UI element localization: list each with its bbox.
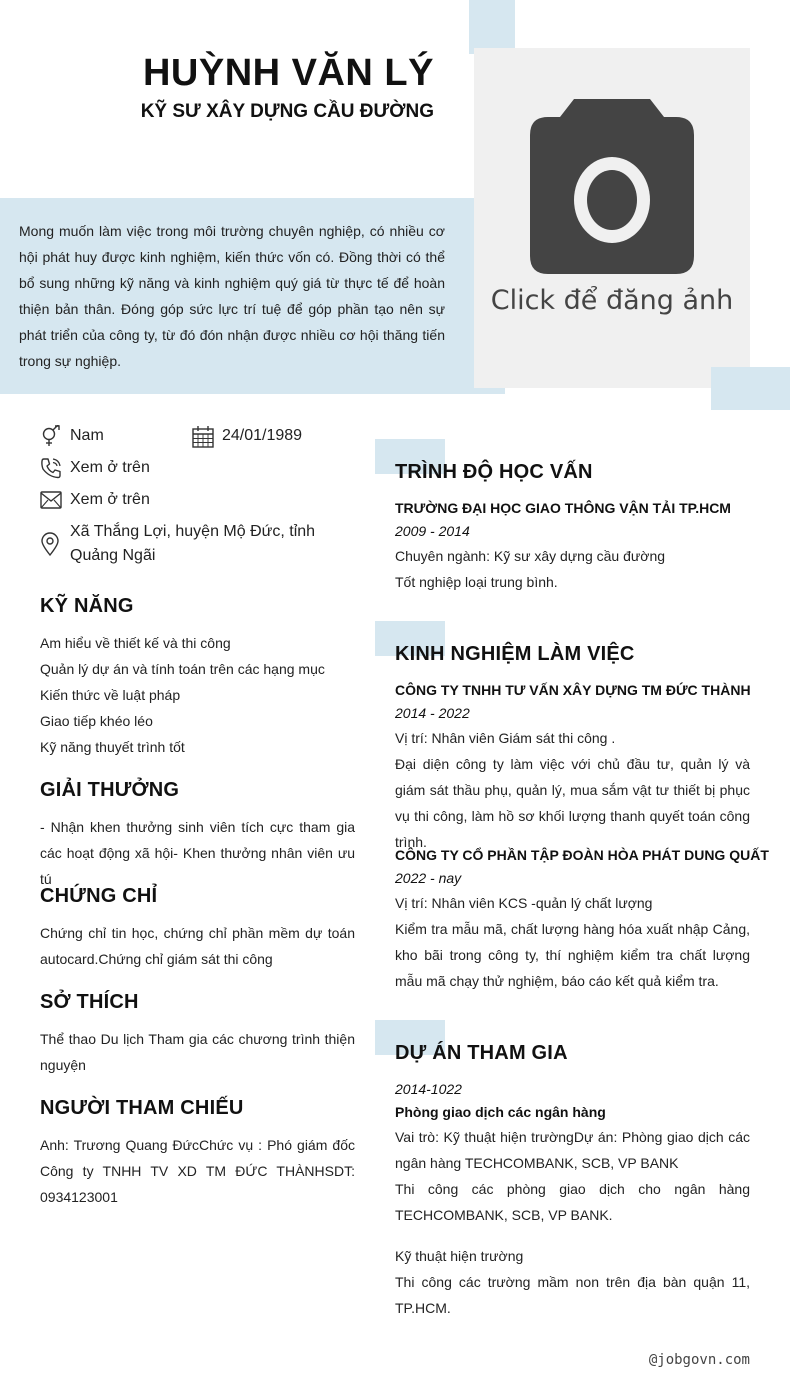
project-role: Vai trò: Kỹ thuật hiện trườngDự án: Phòng giao dịch các ngân hàng TECHCOMBANK, SCB, VP BANK [395, 1129, 750, 1171]
project-description: Thi công các trường mầm non trên địa bàn quận 11, TP.HCM. [395, 1274, 750, 1316]
education-grade: Tốt nghiệp loại trung bình. [395, 574, 558, 590]
hobbies-text: Thể thao Du lịch Tham gia các chương trình thiện nguyện [40, 1031, 355, 1073]
experience-company: CÔNG TY CỔ PHẦN TẬP ĐOÀN HÒA PHÁT DUNG QUẤT [395, 847, 769, 863]
experience-title: KINH NGHIỆM LÀM VIỆC [395, 643, 635, 665]
phone: Xem ở trên [70, 459, 150, 476]
awards-title: GIẢI THƯỞNG [40, 779, 180, 801]
gender-icon [40, 425, 62, 447]
camera-icon[interactable] [530, 99, 694, 274]
experience-period: 2014 - 2022 [395, 705, 470, 721]
phone-icon [40, 457, 62, 479]
certificates-text: Chứng chỉ tin học, chứng chỉ phần mềm dự toán autocard.Chứng chỉ giám sát thi công [40, 925, 355, 967]
project-description: Thi công các phòng giao dịch cho ngân hàng TECHCOMBANK, SCB, VP BANK. [395, 1181, 750, 1223]
location-icon [40, 532, 60, 556]
experience-description: Kiểm tra mẫu mã, chất lượng hàng hóa xuất nhập Cảng, kho bãi trong công ty, thí nghiệm kiểm tra chất lượng mẫu mã chạy thử nghiệm, báo cáo kết quả kiểm tra. [395, 921, 750, 989]
skill-item: Quản lý dự án và tính toán trên các hạng mục [40, 661, 325, 677]
education-school: TRƯỜNG ĐẠI HỌC GIAO THÔNG VẬN TẢI TP.HCM [395, 500, 731, 516]
certificates-title: CHỨNG CHỈ [40, 885, 158, 907]
awards-text: - Nhận khen thưởng sinh viên tích cực tham gia các hoạt động xã hội- Khen thưởng nhân viên ưu tú [40, 819, 355, 887]
decor-block-top [469, 0, 515, 54]
skills-title: KỸ NĂNG [40, 595, 134, 617]
education-title: TRÌNH ĐỘ HỌC VẤN [395, 461, 593, 483]
experience-description: Đại diện công ty làm việc với chủ đầu tư, quản lý và giám sát thầu phụ, quản lý, mua sắm vật tư thiết bị phục vụ thi công, làm hồ sơ khối lượng thanh quyết toán công trình. [395, 756, 750, 850]
gender: Nam [70, 427, 104, 444]
address-line-1: Xã Thắng Lợi, huyện Mộ Đức, tỉnh [70, 523, 316, 540]
experience-company: CÔNG TY TNHH TƯ VẤN XÂY DỰNG TM ĐỨC THÀNH [395, 682, 751, 698]
upload-photo-caption[interactable]: Click để đăng ảnh [490, 285, 734, 316]
projects-title: DỰ ÁN THAM GIA [395, 1042, 568, 1064]
experience-position: Vị trí: Nhân viên KCS -quản lý chất lượng [395, 895, 653, 911]
calendar-icon [192, 426, 214, 448]
skill-item: Kỹ năng thuyết trình tốt [40, 739, 185, 755]
experience-period: 2022 - nay [395, 870, 462, 886]
address-line-2: Quảng Ngãi [70, 547, 156, 564]
decor-block-photo-right [711, 367, 790, 410]
career-objective: Mong muốn làm việc trong môi trường chuyên nghiệp, có nhiều cơ hội phát huy được kinh nghiệm, kiến thức vốn có. Đồng thời có thể bổ sung những kỹ năng và kinh nghiệm quý giá từ thực tế để hoàn thiện bản thân. Đóng góp sức lực trí tuệ để góp phần tạo nên sự phát triển của công ty, từ đó đón nhận được nhiều cơ hội thăng tiến trong sự nghiệp. [19, 223, 445, 369]
project-period: 2014-1022 [395, 1081, 462, 1097]
skill-item: Giao tiếp khéo léo [40, 713, 153, 729]
hobbies-title: SỞ THÍCH [40, 991, 139, 1013]
education-major: Chuyên ngành: Kỹ sư xây dựng cầu đường [395, 548, 666, 564]
email-icon [40, 489, 62, 511]
experience-position: Vị trí: Nhân viên Giám sát thi công . [395, 730, 616, 746]
candidate-name: HUỲNH VĂN LÝ [142, 52, 434, 94]
skill-item: Am hiểu về thiết kế và thi công [40, 635, 231, 651]
watermark: @jobgovn.com [648, 1352, 750, 1368]
skill-item: Kiến thức về luật pháp [40, 687, 181, 703]
project-role: Kỹ thuật hiện trường [395, 1248, 524, 1264]
references-text: Anh: Trương Quang ĐứcChức vụ : Phó giám đốc Công ty TNHH TV XD TM ĐỨC THÀNHSDT: 0934123001 [40, 1137, 355, 1205]
job-title: KỸ SƯ XÂY DỰNG CẦU ĐƯỜNG [140, 101, 434, 122]
birthdate: 24/01/1989 [222, 427, 303, 444]
project-name: Phòng giao dịch các ngân hàng [395, 1104, 606, 1120]
email: Xem ở trên [70, 491, 150, 508]
references-title: NGƯỜI THAM CHIẾU [40, 1097, 244, 1119]
education-period: 2009 - 2014 [395, 523, 470, 539]
